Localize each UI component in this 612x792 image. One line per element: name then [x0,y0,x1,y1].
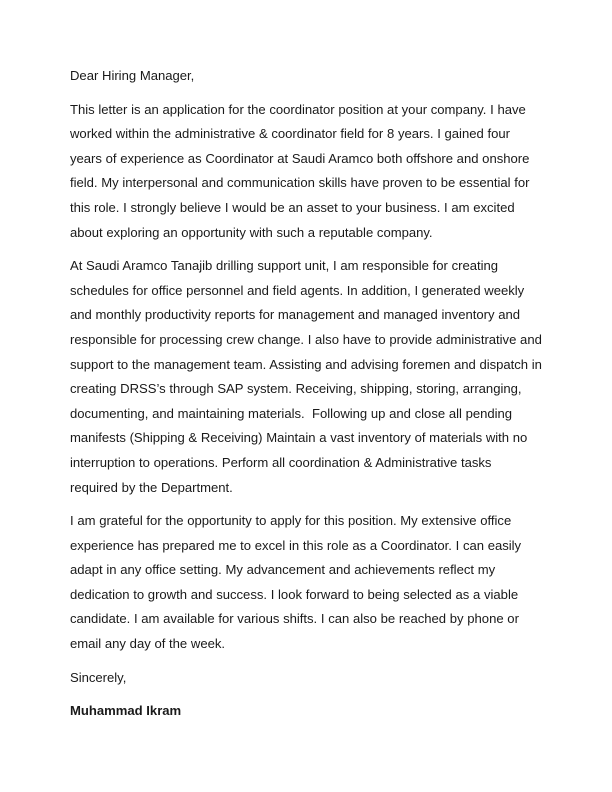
letter-paragraph-3: I am grateful for the opportunity to apply for this position. My extensive office experience has prepared me to excel in this role as a Coordinator. I can easily adapt in any office setting. My advancement and achievements reflect my dedication to growth and success. I look forward to being selected as a viable candidate. I am available for various shifts. I can also be reached by phone or email any day of the week. [70,513,525,652]
letter-body [70,64,546,724]
letter-signature: Muhammad Ikram [70,703,182,719]
letter-salutation: Dear Hiring Manager, [70,68,195,83]
letter-paragraph-2: At Saudi Aramco Tanajib drilling support unit, I am responsible for creating schedules for office personnel and field agents. In addition, I generated weekly and monthly productivity reports for management and managed inventory and responsible for processing crew change. I also have to provide administrative and support to the management team. Assisting and advising foremen and dispatch in creating DRSS’s through SAP system. Receiving, shipping, storing, arranging, documenting, and maintaining materials. Following up and close all pending manifests (Shipping & Receiving) Maintain a vast inventory of materials with no interruption to operations. Perform all coordination & Administrative tasks required by the Department. [70,258,546,495]
letter-paragraph-1: This letter is an application for the coordinator position at your company. I have worked within the administrative & coordinator field for 8 years. I gained four years of experience as Coordinator at Saudi Aramco both offshore and onshore field. My interpersonal and communication skills have proven to be essential for this role. I strongly believe I would be an asset to your business. I am excited about exploring an opportunity with such a reputable company. [70,101,534,240]
letter-closing: Sincerely, [70,669,127,685]
